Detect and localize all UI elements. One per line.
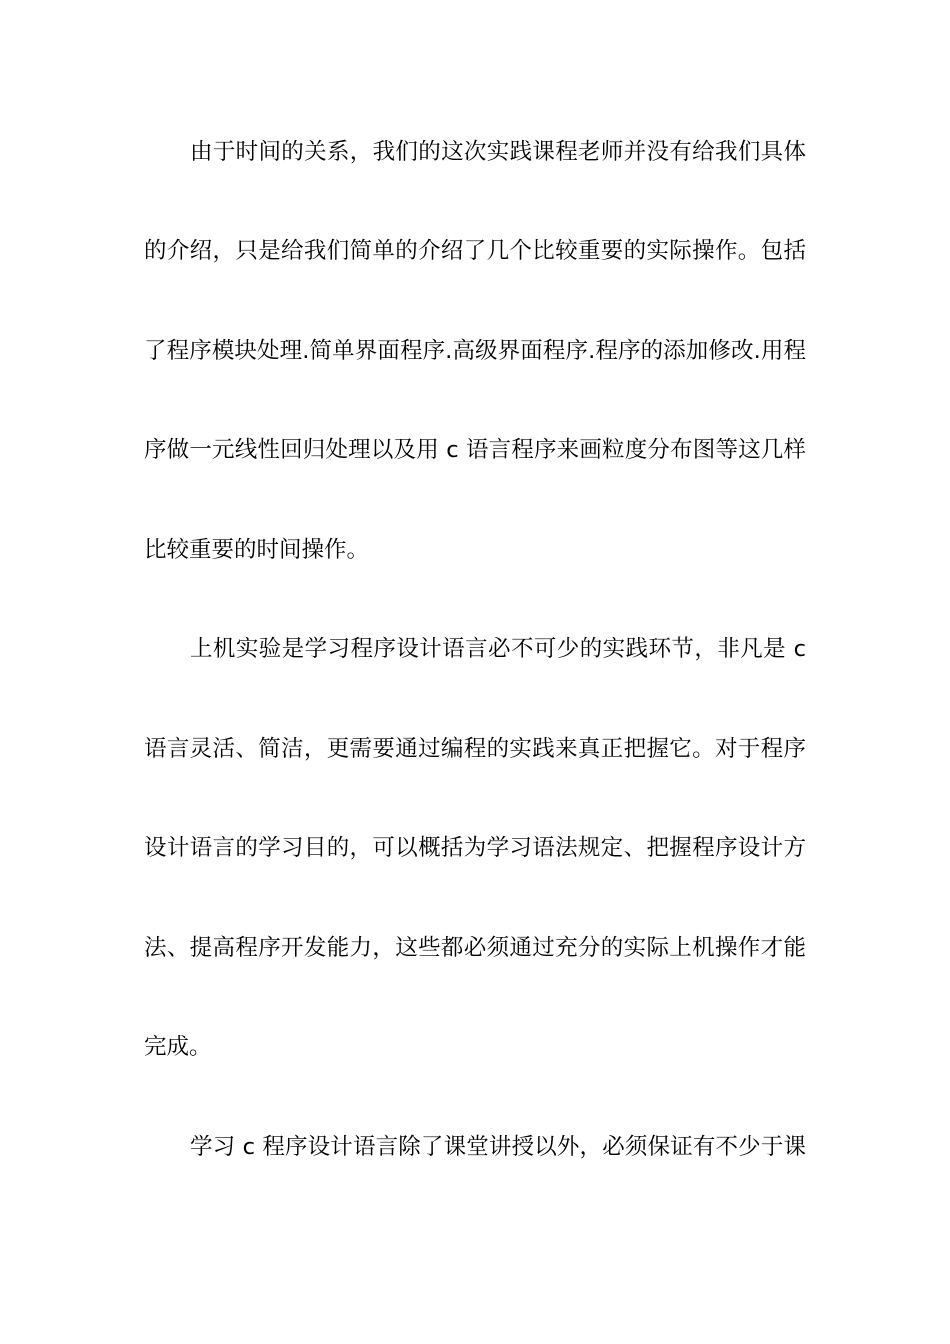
- paragraph-2-line-1: 上机实验是学习程序设计语言必不可少的实践环节，非凡是 c: [190, 636, 806, 662]
- paragraph-2-line-3: 设计语言的学习目的，可以概括为学习语法规定、把握程序设计方: [144, 835, 806, 861]
- paragraph-1-line-2: 的介绍，只是给我们简单的介绍了几个比较重要的实际操作。包括: [144, 238, 806, 264]
- paragraph-2-line-2: 语言灵活、简洁，更需要通过编程的实践来真正把握它。对于程序: [144, 736, 806, 762]
- paragraph-1-line-3: 了程序模块处理.简单界面程序.高级界面程序.程序的添加修改.用程: [144, 338, 806, 364]
- paragraph-2-line-5: 完成。: [144, 1034, 212, 1060]
- paragraph-3-line-1: 学习 c 程序设计语言除了课堂讲授以外，必须保证有不少于课: [190, 1134, 806, 1160]
- paragraph-2-line-4: 法、提高程序开发能力，这些都必须通过充分的实际上机操作才能: [144, 935, 806, 961]
- paragraph-1-line-5: 比较重要的时间操作。: [144, 537, 370, 563]
- paragraph-1-line-4: 序做一元线性回归处理以及用 c 语言程序来画粒度分布图等这几样: [144, 437, 806, 463]
- paragraph-1-line-1: 由于时间的关系，我们的这次实践课程老师并没有给我们具体: [190, 139, 806, 165]
